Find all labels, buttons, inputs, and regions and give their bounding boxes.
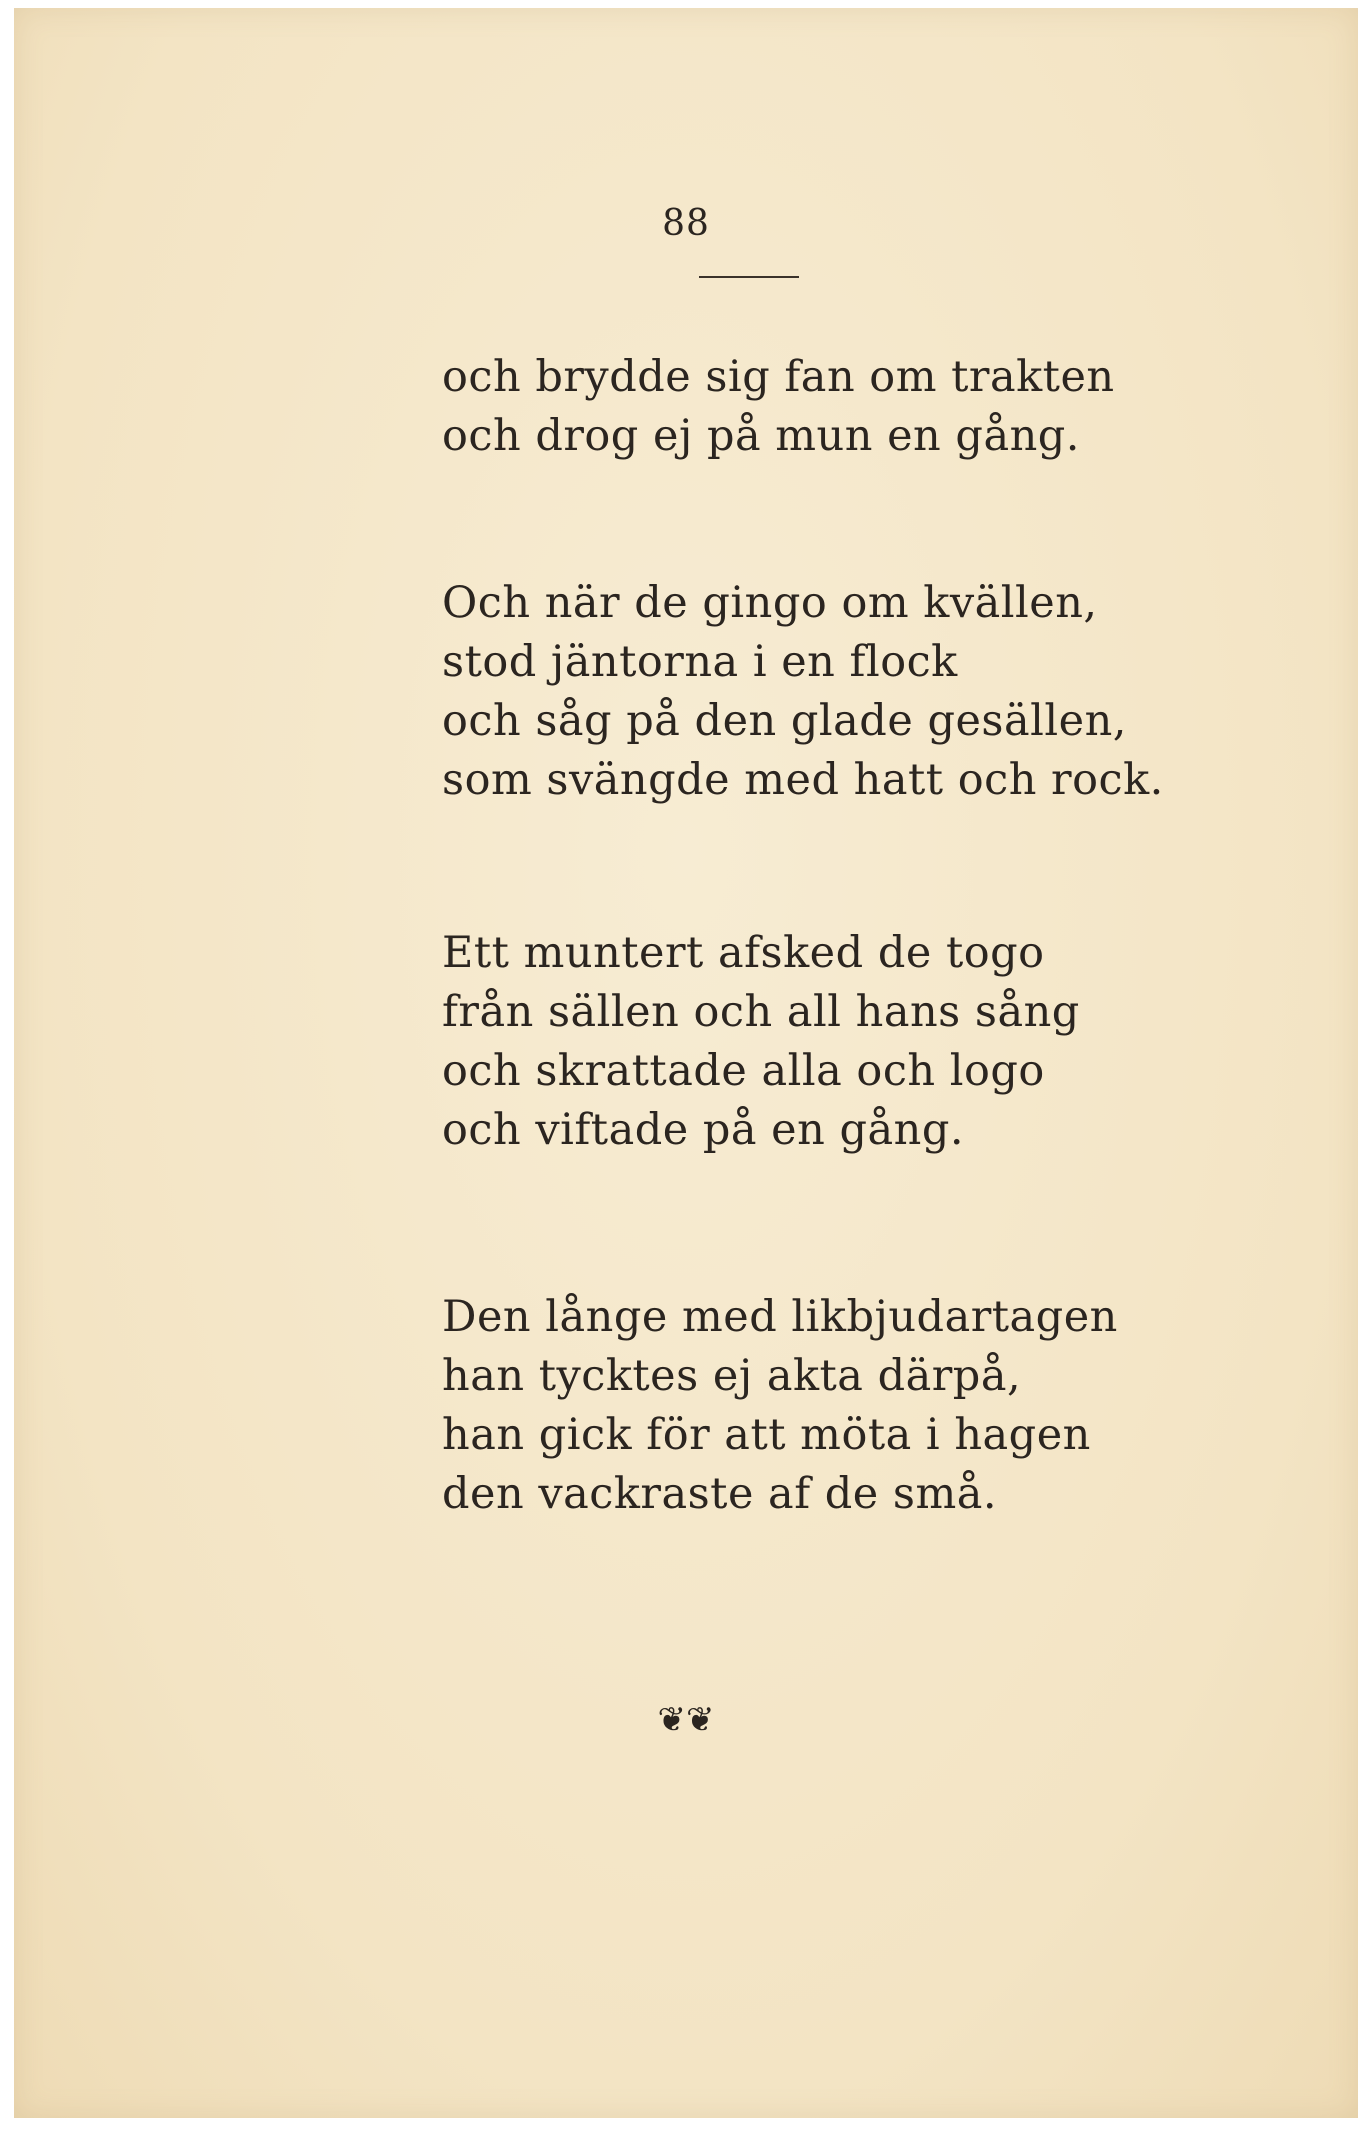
verse-line: Ett muntert afsked de togo <box>442 928 1045 978</box>
verse-line: Den långe med likbjudartagen <box>442 1292 1118 1342</box>
verse-line: och brydde sig fan om trakten <box>442 352 1115 402</box>
verse-line: från sällen och all hans sång <box>442 987 1080 1037</box>
page-number: 88 <box>662 203 710 244</box>
book-page <box>14 8 1358 2118</box>
verse-line: stod jäntorna i en flock <box>442 637 958 687</box>
verse-line: som svängde med hatt och rock. <box>442 755 1164 805</box>
stanza-4 <box>442 1288 1142 1524</box>
stanza-3 <box>442 924 1142 1160</box>
verse-line: och skrattade alla och logo <box>442 1046 1045 1096</box>
verse-line: och viftade på en gång. <box>442 1105 965 1155</box>
fleuron-ornament-icon: ❦❦ <box>657 1700 715 1740</box>
stanza-1 <box>442 348 1142 466</box>
verse-line: han gick för att möta i hagen <box>442 1410 1091 1460</box>
verse-line: den vackraste af de små. <box>442 1469 998 1519</box>
header-rule <box>699 276 799 278</box>
verse-line: han tycktes ej akta därpå, <box>442 1351 1022 1401</box>
verse-line: och såg på den glade gesällen, <box>442 696 1127 746</box>
verse-line: och drog ej på mun en gång. <box>442 411 1080 461</box>
stanza-2 <box>442 574 1164 810</box>
verse-line: Och när de gingo om kvällen, <box>442 578 1098 628</box>
